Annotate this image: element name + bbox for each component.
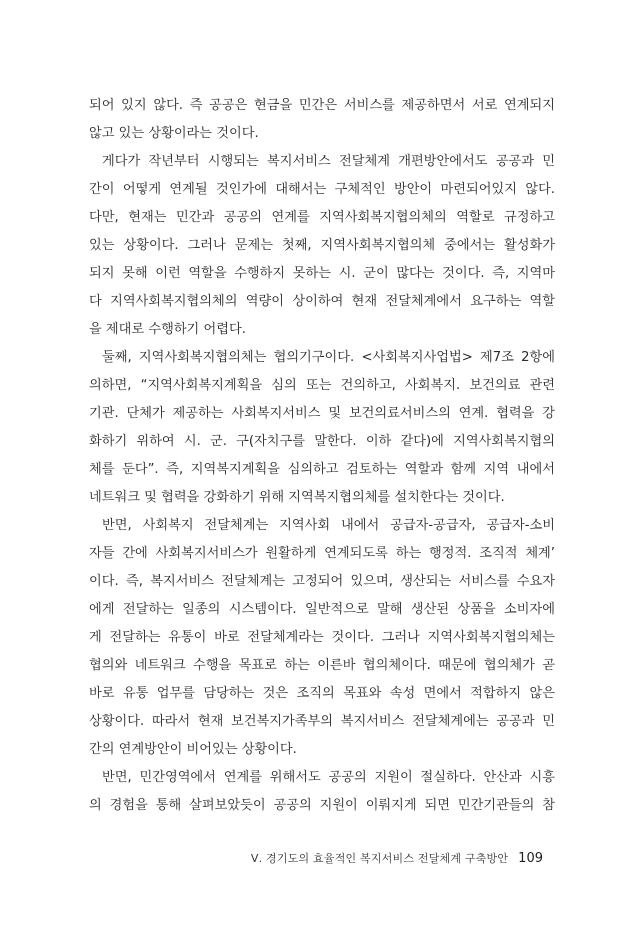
text-line: 간이 어떻게 연계될 것인가에 대해서는 구체적인 방안이 마련되어있지 않다. [89,182,555,197]
text-line: 화하기 위하여 시. 군. 구(자치구를 말한다. 이하 같다)에 지역사회복지협의 [89,434,555,449]
text-line: 다 지역사회복지협의체의 역량이 상이하여 현재 전달체계에서 요구하는 역할 [89,294,555,309]
text-line: 간의 연계방안이 비어있는 상황이다. [89,742,297,757]
text-line: 둘째, 지역사회복지협의체는 협의기구이다. <사회복지사업법> 제7조 2항에 [102,350,555,365]
text-line: 이다. 즉, 복지서비스 전달체계는 고정되어 있으며, 생산되는 서비스를 수요자 [89,574,555,589]
text-line: 바로 유통 업무를 담당하는 것은 조직의 목표와 속성 면에서 적합하지 않은 [89,686,555,701]
text-line: 에게 전달하는 일종의 시스템이다. 일반적으로 말해 생산된 상품을 소비자에 [89,602,555,617]
text-line: 자들 간에 사회복지서비스가 원활하게 연계되도록 하는 행정적. 조직적 체계’ [89,546,555,561]
text-line: 을 제대로 수행하기 어렵다. [89,322,246,337]
text-line: 상황이다. 따라서 현재 보건복지가족부의 복지서비스 전달체계에는 공공과 민 [89,714,555,729]
page-footer [89,848,543,868]
text-line: 의 경험을 통해 살펴보았듯이 공공의 지원이 이뤄지게 되면 민간기관들의 참 [89,798,555,813]
text-line: 되어 있지 않다. 즉 공공은 현금을 민간은 서비스를 제공하면서 서로 연계되지 [89,98,555,113]
running-chapter-title: Ⅴ. 경기도의 효율적인 복지서비스 전달체계 구축방안 [250,852,509,865]
body-text [89,92,555,820]
text-line: 협의와 네트워크 수행을 목표로 하는 이른바 협의체이다. 때문에 협의체가 곧 [89,658,555,673]
text-line: 게 전달하는 유통이 바로 전달체계라는 것이다. 그러나 지역사회복지협의체는 [89,630,555,645]
text-line: 반면, 민간영역에서 연계를 위해서도 공공의 지원이 절실하다. 안산과 시흥 [102,770,555,785]
text-line: 네트워크 및 협력을 강화하기 위해 지역복지협의체를 설치한다는 것이다. [89,490,505,505]
text-line: 의하면, “지역사회복지계획을 심의 또는 건의하고, 사회복지. 보건의료 관련 [89,378,555,393]
text-line: 게다가 작년부터 시행되는 복지서비스 전달체계 개편방안에서도 공공과 민 [102,154,555,169]
text-line: 되지 못해 이런 역할을 수행하지 못하는 시. 군이 많다는 것이다. 즉, 지역마 [89,266,555,281]
text-line: 체를 둔다”. 즉, 지역복지계획을 심의하고 검토하는 역할과 함께 지역 내에서 [89,462,555,477]
text-line: 있는 상황이다. 그러나 문제는 첫째, 지역사회복지협의체 중에서는 활성화가 [89,238,555,253]
text-line: 않고 있는 상황이라는 것이다. [89,126,259,141]
page-number: 109 [518,850,543,866]
text-line: 다만, 현재는 민간과 공공의 연계를 지역사회복지협의체의 역할로 규정하고 [89,210,555,225]
text-line: 기관. 단체가 제공하는 사회복지서비스 및 보건의료서비스의 연계. 협력을 강 [89,406,555,421]
text-line: 반면, 사회복지 전달체계는 지역사회 내에서 공급자-공급자, 공급자-소비 [102,518,555,533]
